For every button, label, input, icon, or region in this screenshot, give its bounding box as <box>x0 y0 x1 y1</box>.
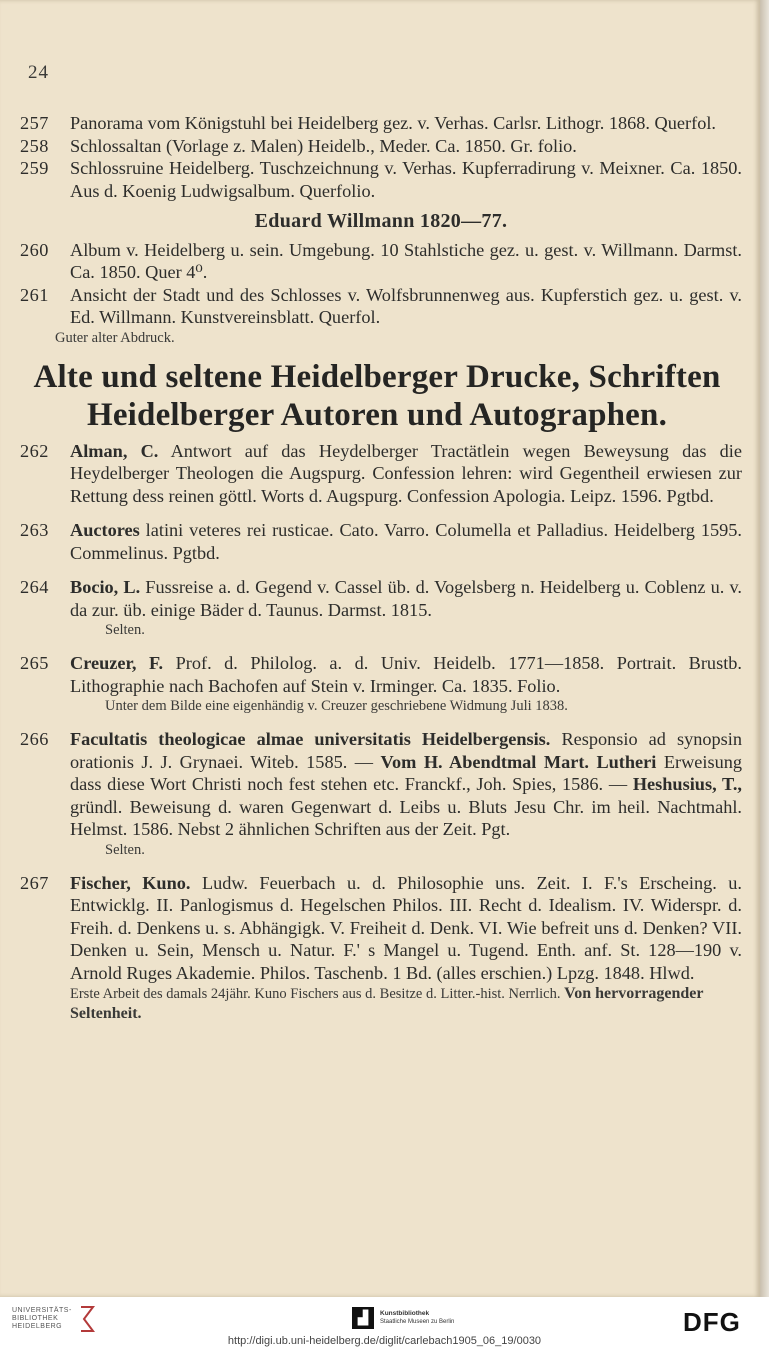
kunstbibliothek-logo[interactable] <box>352 1307 454 1329</box>
entry-number: 260 <box>20 239 49 260</box>
entry-description: latini veteres rei rusticae. Cato. Varro. Columella et Palladius. Heidelberg 1595. Commelinus. Pgtbd. <box>70 520 742 563</box>
page-number: 24 <box>28 62 49 83</box>
catalog-entry-262 <box>20 440 742 508</box>
entry-author: Creuzer, F. <box>70 653 164 673</box>
section-heading-willmann: Eduard Willmann 1820—77. <box>254 210 508 232</box>
ub-seal-icon <box>78 1305 98 1333</box>
entry-description: gründl. Beweisung d. waren Gegenwart d. Leibs u. Bluts Jesu Chr. im heil. Nachtmahl. Helmst. 1586. Nebst 2 ähnlichen Schriften aus der Zeit. Pgt. <box>70 796 742 839</box>
catalog-entry-263 <box>20 519 742 564</box>
entry-author: Facultatis theologicae almae universitatis Heidelbergensis. <box>70 729 551 749</box>
entry-author: Auctores <box>70 520 140 540</box>
entry-number: 267 <box>20 872 49 893</box>
entry-note-text: Erste Arbeit des damals 24jähr. Kuno Fischers aus d. Besitze d. Litter.-hist. Nerrlich. <box>70 986 561 1002</box>
entry-number: 262 <box>20 440 49 461</box>
entry-number: 264 <box>20 577 49 597</box>
entry-note: Selten. <box>105 841 145 858</box>
catalog-entry-264 <box>20 576 742 621</box>
catalog-entry-261 <box>20 284 742 329</box>
entry-note: Selten. <box>105 622 145 638</box>
entry-number: 265 <box>20 653 49 673</box>
entry-text <box>70 728 742 841</box>
entry-author: Bocio, L. <box>70 577 141 597</box>
entry-text: Ansicht der Stadt und des Schlosses v. Wolfsbrunnenweg aus. Kupferstich gez. u. gest. v. Ed. Willmann. Kunstvereinsblatt. Querfol. <box>70 284 742 327</box>
catalog-entry-259 <box>20 157 742 202</box>
entry-text <box>70 519 742 564</box>
entry-note <box>20 984 742 1024</box>
entry-number: 266 <box>20 729 49 749</box>
entry-author: Alman, C. <box>70 440 159 461</box>
entry-number: 259 <box>20 158 49 178</box>
main-heading-line1: Alte und seltene Heidelberger Drucke, Schriften <box>33 358 721 395</box>
main-heading <box>12 358 742 434</box>
entry-text <box>70 652 742 697</box>
ub-logo-text: UNIVERSITÄTS- BIBLIOTHEK HEIDELBERG <box>12 1307 72 1330</box>
catalog-entry-266 <box>20 728 742 841</box>
viewer-footer <box>0 1297 769 1351</box>
entry-text <box>70 576 742 621</box>
catalog-entry-257 <box>20 112 742 135</box>
catalog-entry-267 <box>20 872 742 985</box>
catalog-entry-265 <box>20 652 742 697</box>
dfg-logo[interactable]: DFG <box>683 1307 741 1337</box>
entry-author: Fischer, Kuno. <box>70 872 191 893</box>
entry-text: Album v. Heidelberg u. sein. Umgebung. 10 Stahlstiche gez. u. gest. v. Willmann. Darmst. Ca. 1850. Quer 4⁰. <box>70 239 742 282</box>
entry-number: 257 <box>20 113 49 133</box>
entry-text: Schlossruine Heidelberg. Tuschzeichnung v. Verhas. Kupferradirung v. Meixner. Ca. 1850. Aus d. Koenig Ludwigsalbum. Querfolio. <box>70 158 742 201</box>
entry-text: Schlossaltan (Vorlage z. Malen) Heidelb., Meder. Ca. 1850. Gr. folio. <box>70 135 577 156</box>
entry-number: 261 <box>20 284 49 305</box>
page-edge <box>760 0 769 1297</box>
permalink-url[interactable]: http://digi.ub.uni-heidelberg.de/diglit/carlebach1905_06_19/0030 <box>227 1335 542 1347</box>
kunstbibliothek-text: Kunstbibliothek Staatliche Museen zu Berlin <box>380 1310 455 1325</box>
entry-description: Antwort auf das Heydelberger Tractätlein wegen Beweysung das die Heydelberger Theologen die Augspurg. Confession lehren: wird Gegentheil erwiesen zur Rettung dess reinen göttl. Worts d. Augspurg. Confession Apologia. Leipz. 1596. Pgtbd. <box>70 440 743 506</box>
entry-description: Responsio ad synopsin orationis J. J. Grynaei. Witeb. 1585. — <box>70 729 742 772</box>
entry-note: Unter dem Bilde eine eigenhändig v. Creuzer geschriebene Widmung Juli 1838. <box>105 698 568 714</box>
entry-author: Heshusius, T., <box>632 774 742 794</box>
entry-description: Erweisung dass diese Wort Christi noch fest stehen etc. Franckf., Joh. Spies, 1586. — <box>70 751 743 794</box>
main-heading-line2: Heidelberger Autoren und Autographen. <box>86 396 668 433</box>
entry-text <box>70 440 742 508</box>
entry-subtitle: Vom H. Abendtmal Mart. Lutheri <box>380 751 657 772</box>
entry-text: Panorama vom Königstuhl bei Heidelberg gez. v. Verhas. Carlsr. Lithogr. 1868. Querfol. <box>70 113 716 133</box>
entry-number: 258 <box>20 135 49 156</box>
entry-description: Ludw. Feuerbach u. d. Philosophie uns. Zeit. I. F.'s Erscheing. u. Entwicklg. II. Panlogismus d. Hegelschen Philos. III. Recht d. Idealism. IV. Widerspr. d. Freih. d. Denkens u. s. Abhängigk. V. Freiheit d. Denk. VI. Wie befreit uns d. Denken? VII. Denken u. Sein, Mensch u. Natur. F.' s Mangel u. Tugend. Enth. anf. St. 128—190 v. Arnold Ruges Akademie. Philos. Taschenb. 1 Bd. (alles erschien.) Lpzg. 1848. Hlwd. <box>70 872 742 983</box>
entry-note-emphasis: Von hervorragender Seltenheit. <box>70 985 704 1022</box>
catalog-content <box>20 112 742 1024</box>
catalog-entry-260 <box>20 239 742 284</box>
kunstbibliothek-mark-icon: ▟ <box>352 1307 374 1329</box>
entry-text <box>70 872 742 985</box>
entry-number: 263 <box>20 520 49 540</box>
catalog-entry-258 <box>20 135 742 158</box>
entry-description: Fussreise a. d. Gegend v. Cassel üb. d. Vogelsberg n. Heidelberg u. Coblenz u. v. da zur. üb. einige Bäder d. Taunus. Darmst. 1815. <box>70 577 742 620</box>
entry-description: Prof. d. Philolog. a. d. Univ. Heidelb. 1771—1858. Portrait. Brustb. Lithographie nach Bachofen auf Stein v. Irminger. Ca. 1835. Folio. <box>70 653 742 696</box>
ub-heidelberg-logo[interactable] <box>12 1305 98 1333</box>
entry-note: Guter alter Abdruck. <box>55 329 175 346</box>
